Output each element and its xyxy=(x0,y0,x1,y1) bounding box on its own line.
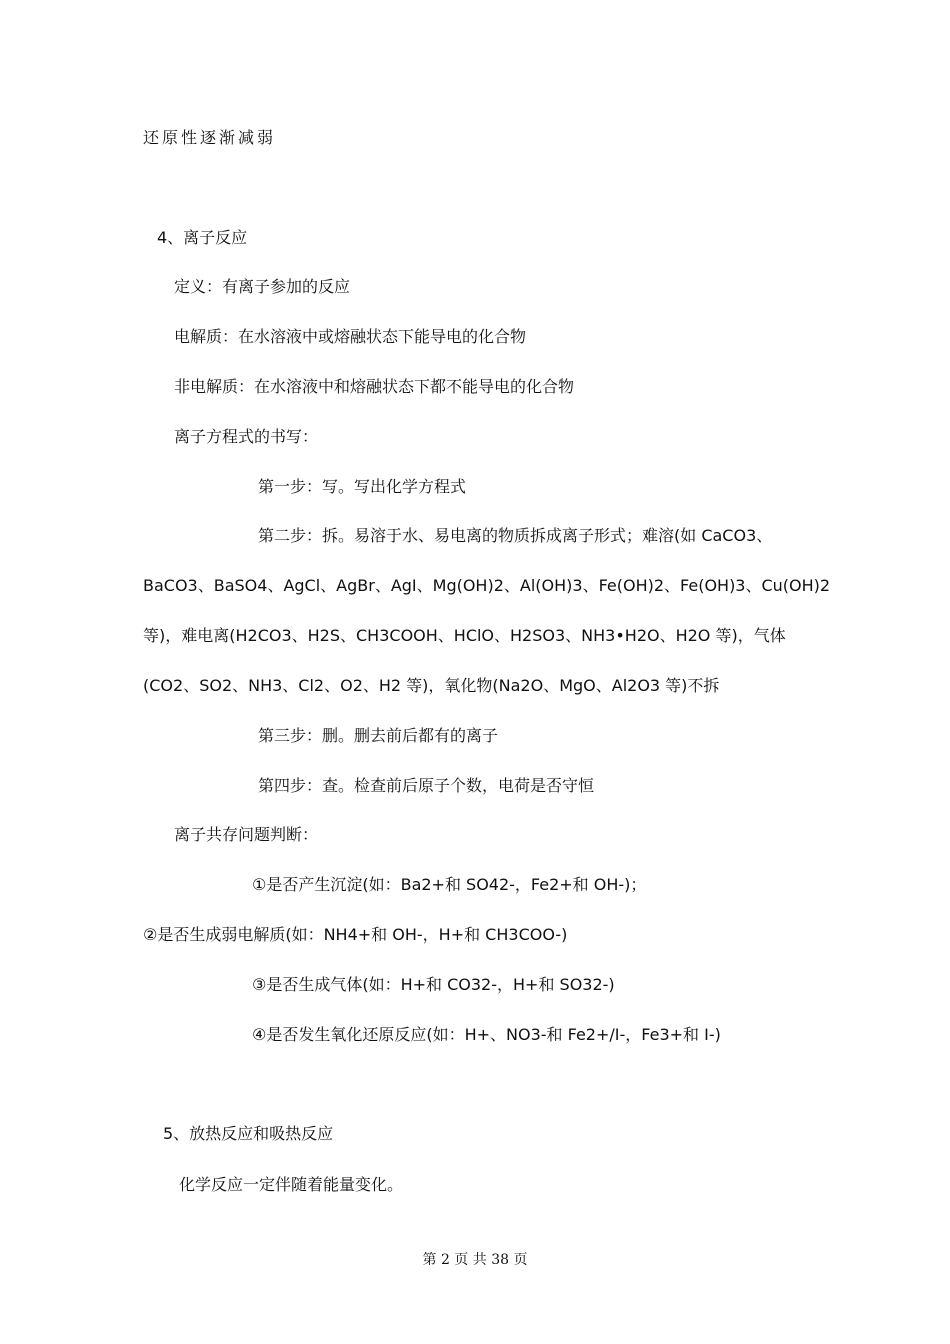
line-step-two-cont-1: BaCO3、BaSO4、AgCl、AgBr、AgI、Mg(OH)2、Al(OH)3、Fe(OH)2、Fe(OH)3、Cu(OH)2 xyxy=(143,576,831,595)
line-step-four: 第四步：查。检查前后原子个数，电荷是否守恒 xyxy=(258,776,595,795)
line-step-two-cont-3: (CO2、SO2、NH3、Cl2、O2、H2 等)，氧化物(Na2O、MgO、Al2O3 等)不拆 xyxy=(143,676,720,695)
line-criterion-1: ①是否产生沉淀(如：Ba2+和 SO42-，Fe2+和 OH-)； xyxy=(252,875,647,894)
line-criterion-4: ④是否发生氧化还原反应(如：H+、NO3-和 Fe2+/I-，Fe3+和 I-) xyxy=(252,1025,721,1044)
line-ion-coexistence: 离子共存问题判断： xyxy=(174,825,319,844)
line-electrolyte: 电解质：在水溶液中或熔融状态下能导电的化合物 xyxy=(174,327,527,346)
line-step-two-cont-2: 等)，难电离(H2CO3、H2S、CH3COOH、HClO、H2SO3、NH3•H2O、H2O 等)，气体 xyxy=(143,626,786,645)
line-step-three: 第三步：删。删去前后都有的离子 xyxy=(258,726,499,745)
heading-exothermic-endothermic: 5、放热反应和吸热反应 xyxy=(163,1124,334,1143)
line-definition: 定义：有离子参加的反应 xyxy=(174,277,351,296)
line-non-electrolyte: 非电解质：在水溶液中和熔融状态下都不能导电的化合物 xyxy=(174,377,575,396)
heading-ionic-reactions: 4、离子反应 xyxy=(157,228,248,247)
line-reducibility-weakens: 还原性逐渐减弱 xyxy=(143,128,277,147)
line-criterion-3: ③是否生成气体(如：H+和 CO32-，H+和 SO32-) xyxy=(252,975,615,994)
line-criterion-2: ②是否生成弱电解质(如：NH4+和 OH-，H+和 CH3COO-) xyxy=(143,925,568,944)
line-ionic-equation-writing: 离子方程式的书写： xyxy=(174,427,319,446)
line-step-one: 第一步：写。写出化学方程式 xyxy=(258,477,467,496)
line-step-two: 第二步：拆。易溶于水、易电离的物质拆成离子形式；难溶(如 CaCO3、 xyxy=(258,526,773,545)
page-footer: 第 2 页 共 38 页 xyxy=(422,1252,528,1268)
line-energy-change: 化学反应一定伴随着能量变化。 xyxy=(179,1175,404,1194)
